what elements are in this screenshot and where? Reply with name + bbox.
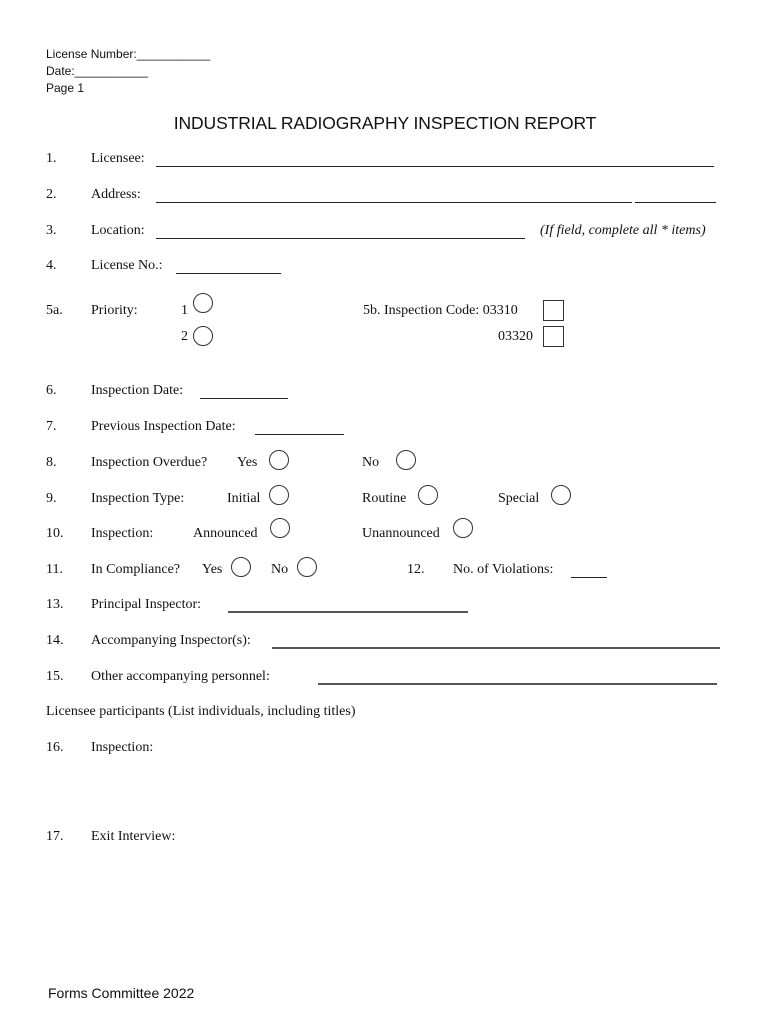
announced-label: Announced bbox=[193, 526, 258, 541]
date-header: Date:___________ bbox=[46, 64, 149, 78]
footer-text: Forms Committee 2022 bbox=[48, 985, 195, 1001]
licensee-field[interactable] bbox=[156, 166, 714, 167]
type-initial-radio[interactable] bbox=[269, 485, 289, 505]
location-field[interactable] bbox=[156, 238, 525, 239]
item-number-8: 8. bbox=[46, 455, 57, 470]
type-special-radio[interactable] bbox=[551, 485, 571, 505]
inspection-type-label: Inspection Type: bbox=[91, 491, 185, 506]
location-note: (If field, complete all * items) bbox=[540, 223, 706, 238]
license-number-header: License Number:___________ bbox=[46, 47, 211, 61]
item-number-10: 10. bbox=[46, 526, 64, 541]
address-field[interactable] bbox=[156, 202, 632, 203]
exit-interview-label: Exit Interview: bbox=[91, 829, 176, 844]
page-title: INDUSTRIAL RADIOGRAPHY INSPECTION REPORT bbox=[173, 113, 597, 133]
unannounced-label: Unannounced bbox=[362, 526, 440, 541]
item-number-12: 12. bbox=[407, 562, 425, 577]
item-number-15: 15. bbox=[46, 669, 64, 684]
item-number-7: 7. bbox=[46, 419, 57, 434]
item-number-9: 9. bbox=[46, 491, 57, 506]
overdue-no-label: No bbox=[362, 455, 380, 470]
item-number-2: 2. bbox=[46, 187, 57, 202]
code-03310-checkbox[interactable] bbox=[543, 300, 564, 321]
compliance-yes-label: Yes bbox=[202, 562, 223, 577]
compliance-yes-radio[interactable] bbox=[231, 557, 251, 577]
in-compliance-label: In Compliance? bbox=[91, 562, 181, 577]
violations-field[interactable] bbox=[571, 577, 607, 578]
inspection-date-label: Inspection Date: bbox=[91, 383, 184, 398]
item-number-1: 1. bbox=[46, 151, 57, 166]
inspection-participants-label: Inspection: bbox=[91, 740, 154, 755]
inspection-overdue-label: Inspection Overdue? bbox=[91, 455, 208, 470]
overdue-yes-radio[interactable] bbox=[269, 450, 289, 470]
type-special-label: Special bbox=[498, 491, 540, 506]
previous-inspection-date-field[interactable] bbox=[255, 434, 344, 435]
address-label: Address: bbox=[91, 187, 141, 202]
item-number-5a: 5a. bbox=[46, 303, 63, 318]
license-no-label: License No.: bbox=[91, 258, 163, 273]
type-initial-label: Initial bbox=[227, 491, 261, 506]
violations-label: No. of Violations: bbox=[453, 562, 554, 577]
overdue-no-radio[interactable] bbox=[396, 450, 416, 470]
inspection-mode-label: Inspection: bbox=[91, 526, 154, 541]
item-number-17: 17. bbox=[46, 829, 64, 844]
item-number-4: 4. bbox=[46, 258, 57, 273]
compliance-no-radio[interactable] bbox=[297, 557, 317, 577]
address-field-extra[interactable] bbox=[635, 202, 716, 203]
licensee-label: Licensee: bbox=[91, 151, 145, 166]
item-number-16: 16. bbox=[46, 740, 64, 755]
code-03320-checkbox[interactable] bbox=[543, 326, 564, 347]
other-personnel-field[interactable] bbox=[318, 683, 717, 685]
accompanying-inspectors-field[interactable] bbox=[272, 647, 720, 649]
item-number-11: 11. bbox=[46, 562, 63, 577]
priority-1-label: 1 bbox=[181, 303, 188, 318]
other-personnel-label: Other accompanying personnel: bbox=[91, 669, 270, 684]
announced-radio[interactable] bbox=[270, 518, 290, 538]
compliance-no-label: No bbox=[271, 562, 289, 577]
priority-2-radio[interactable] bbox=[193, 326, 213, 346]
principal-inspector-label: Principal Inspector: bbox=[91, 597, 202, 612]
item-number-6: 6. bbox=[46, 383, 57, 398]
type-routine-label: Routine bbox=[362, 491, 407, 506]
item-number-13: 13. bbox=[46, 597, 64, 612]
licensee-participants-heading: Licensee participants (List individuals, including titles) bbox=[46, 704, 356, 719]
item-number-3: 3. bbox=[46, 223, 57, 238]
priority-2-label: 2 bbox=[181, 329, 188, 344]
page-number: Page 1 bbox=[46, 81, 85, 95]
inspection-date-field[interactable] bbox=[200, 398, 288, 399]
previous-inspection-date-label: Previous Inspection Date: bbox=[91, 419, 236, 434]
priority-1-radio[interactable] bbox=[193, 293, 213, 313]
location-label: Location: bbox=[91, 223, 145, 238]
priority-label: Priority: bbox=[91, 303, 138, 318]
unannounced-radio[interactable] bbox=[453, 518, 473, 538]
accompanying-inspectors-label: Accompanying Inspector(s): bbox=[91, 633, 251, 648]
inspection-code-label: 5b. Inspection Code: 03310 bbox=[363, 303, 518, 318]
license-no-field[interactable] bbox=[176, 273, 281, 274]
overdue-yes-label: Yes bbox=[237, 455, 258, 470]
type-routine-radio[interactable] bbox=[418, 485, 438, 505]
item-number-14: 14. bbox=[46, 633, 64, 648]
principal-inspector-field[interactable] bbox=[228, 611, 468, 613]
code-03320-label: 03320 bbox=[498, 329, 533, 344]
